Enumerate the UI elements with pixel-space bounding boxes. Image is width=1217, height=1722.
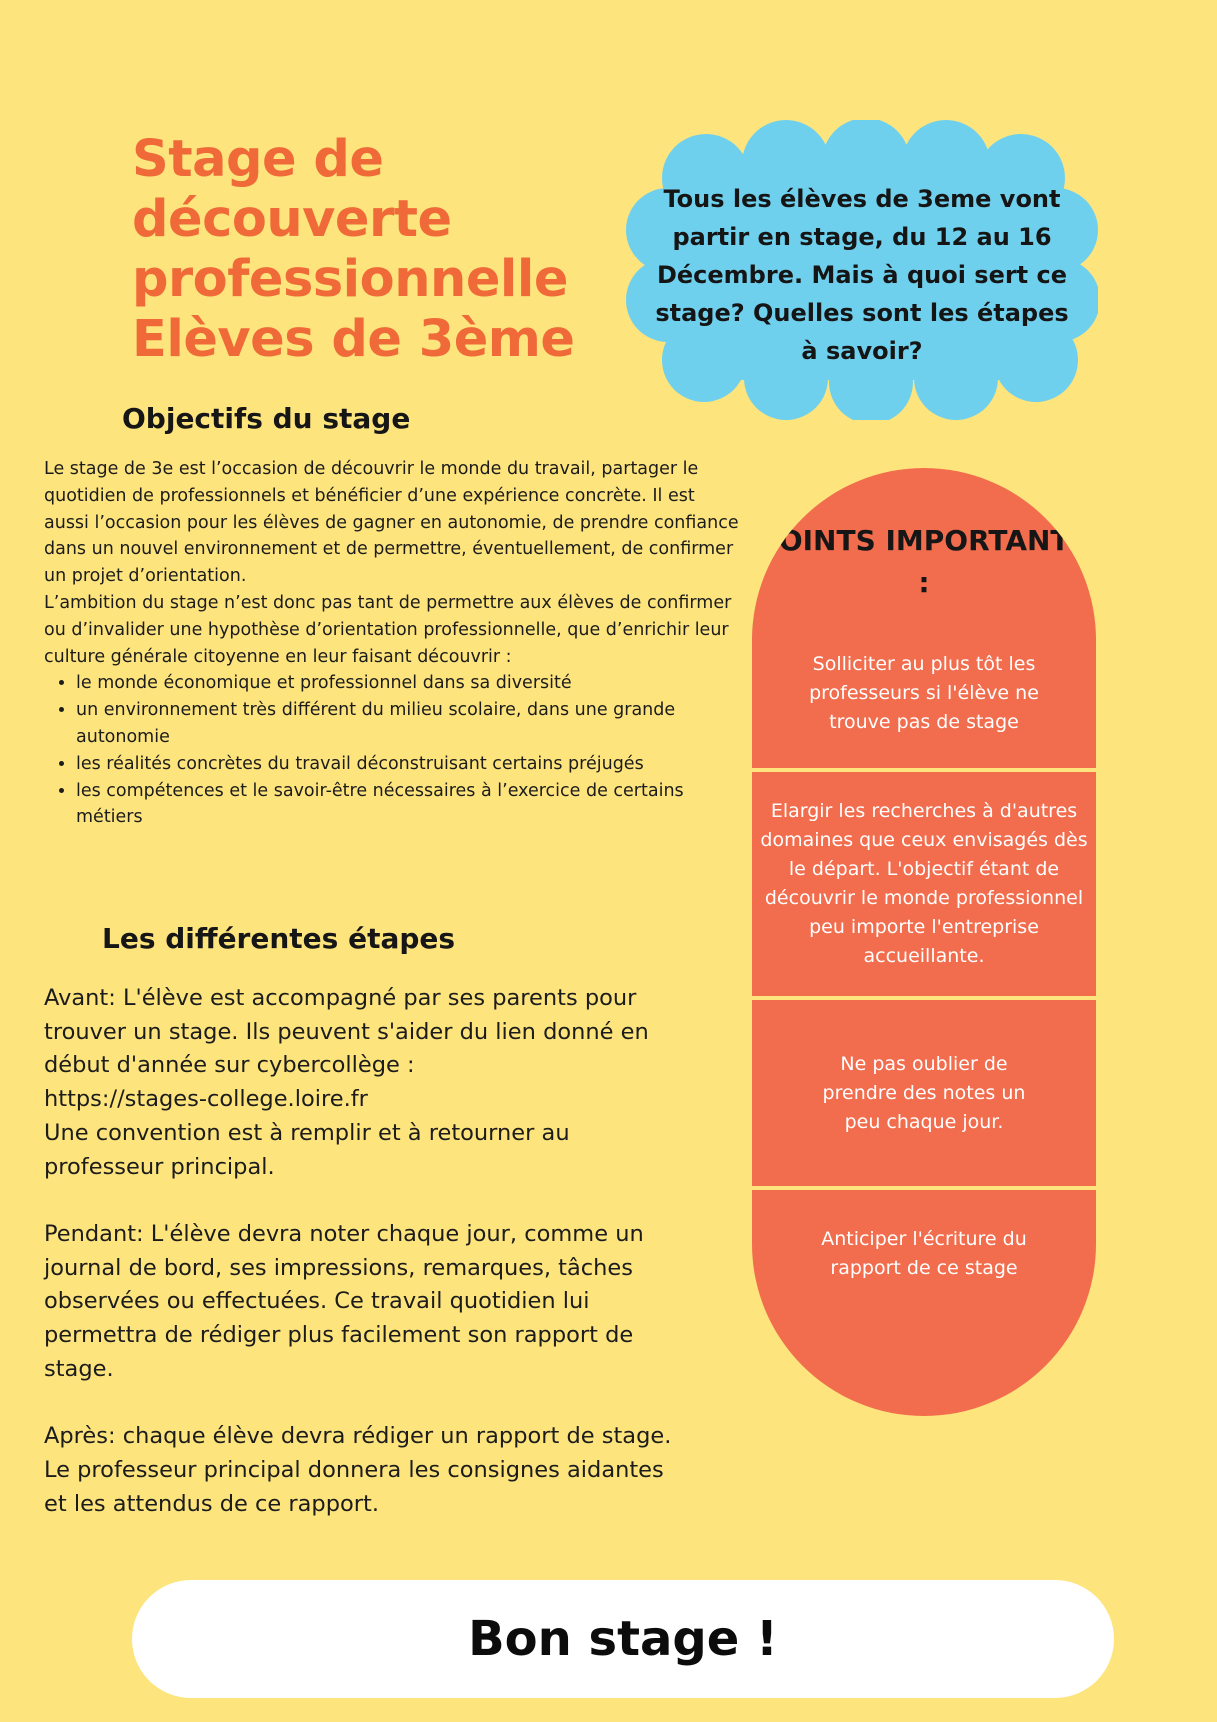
etapes-body [44,982,684,1555]
etapes-heading: Les différentes étapes [102,922,456,955]
list-item: • un environnement très différent du milieu scolaire, dans une grande autonomie [76,697,744,751]
footer-banner [132,1580,1114,1698]
intro-text: Tous les élèves de 3eme vont partir en stage, du 12 au 16 Décembre. Mais à quoi sert ce stage? Quelles sont les étapes à savoir? [655,185,1069,365]
list-item: • les compétences et le savoir-être nécessaires à l’exercice de certains métiers [76,778,744,832]
intro-cloud [626,120,1098,420]
objectifs-paragraph: L’ambition du stage n’est donc pas tant de permettre aux élèves de confirmer ou d’invalider une hypothèse d’orientation professionnelle, que d’enrichir leur culture générale citoyenne en leur faisant découvrir : [44,592,732,667]
title-line: Stage de [132,130,384,189]
point-item: Elargir les recherches à d'autres domaines que ceux envisagés dès le départ. L'objectif étant de découvrir le monde professionnel peu importe l'entreprise accueillante. [760,800,1088,967]
footer-text: Bon stage ! [468,1611,778,1667]
objectifs-body [44,456,744,831]
etape-pendant: Pendant: L'élève devra noter chaque jour, comme un journal de bord, ses impressions, remarques, tâches observées ou effectuées. Ce travail quotidien lui permettra de rédiger plus facilement son rapport de stage. [44,1220,644,1382]
point-item: Solliciter au plus tôt les professeurs si l'élève ne trouve pas de stage [809,652,1039,733]
etape-avant [44,982,684,1184]
page-title [132,130,692,370]
objectifs-list [44,670,744,831]
list-item: • les réalités concrètes du travail déconstruisant certains préjugés [76,751,744,778]
point-item: Anticiper l'écriture du rapport de ce stage [821,1228,1027,1279]
objectifs-heading: Objectifs du stage [122,402,411,435]
objectifs-paragraph: Le stage de 3e est l’occasion de découvrir le monde du travail, partager le quotidien de professionnels et bénéficier d’une expérience concrète. Il est aussi l’occasion pour les élèves de gagner en autonomie, de prendre confiance dans un nouvel environnement et de permettre, éventuellement, de confirmer un projet d’orientation. [44,459,739,587]
points-heading: POINTS IMPORTANTS : [758,524,1090,599]
etape-apres: Après: chaque élève devra rédiger un rapport de stage. Le professeur principal donnera les consignes aidantes et les attendus de ce rapport. [44,1423,672,1517]
list-item: • le monde économique et professionnel dans sa diversité [76,670,744,697]
points-importants-panel [752,468,1096,1416]
title-line: découverte [132,190,452,249]
etape-avant-convention: Une convention est à remplir et à retourner au professeur principal. [44,1119,570,1180]
etape-avant-text: Avant: L'élève est accompagné par ses parents pour trouver un stage. Ils peuvent s'aider du lien donné en début d'année sur cybercollège : [44,985,649,1079]
title-line: professionnelle [132,250,568,309]
point-item: Ne pas oublier de prendre des notes un peu chaque jour. [822,1052,1026,1133]
title-line: Elèves de 3ème [132,310,575,369]
cybercollege-link[interactable]: https://stages-college.loire.fr [44,1086,368,1113]
